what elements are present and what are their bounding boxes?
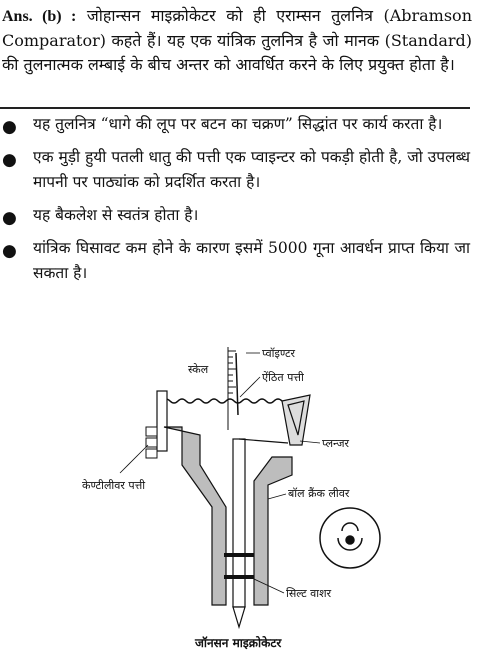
- scale-graphic: [228, 347, 236, 430]
- right-bracket: [282, 395, 310, 445]
- bullet-dot-icon: ●: [2, 150, 17, 170]
- cantilever-clamp: [146, 427, 157, 458]
- slit-washer-detail: [320, 508, 380, 568]
- label-pointer: प्वॉइण्टर: [262, 347, 296, 360]
- bullet-text: यह बैकलेश से स्वतंत्र होता है।: [33, 206, 199, 224]
- bullet-text: यह तुलनित्र “धागे की लूप पर बटन का चक्रण” सिद्धांत पर कार्य करता है।: [33, 115, 443, 133]
- label-twisted-strip: ऐंठित पत्ती: [262, 371, 304, 384]
- answer-paragraph: [2, 4, 472, 77]
- label-bell-crank-lever: बॉल क्रैंक लीवर: [288, 487, 350, 500]
- slit-washer-bottom: [224, 575, 254, 579]
- instrument-body: [164, 427, 226, 605]
- bullet-dot-icon: ●: [2, 208, 17, 228]
- label-plunger: प्लन्जर: [322, 437, 349, 450]
- answer-tag: Ans. (b) :: [2, 8, 77, 25]
- plunger-tip: [233, 607, 245, 627]
- bullet-dot-icon: ●: [2, 117, 17, 137]
- bullet-dot-icon: ●: [2, 241, 17, 261]
- bullet-item: [0, 203, 470, 228]
- plunger: [233, 439, 245, 607]
- answer-text: जोहान्सन माइक्रोकेटर को ही एराम्सन तुलनित्र (Abramson Comparator) कहते हैं। यह एक यांत्रिक तुलनित्र है जो मानक (Standard) की तुलनात्मक लम्बाई के बीच अन्तर को आवर्धित करने के लिए प्रयुक्त होता है।: [2, 6, 472, 74]
- bullet-list: [0, 112, 470, 294]
- diagram-caption: जॉनसन माइक्रोकेटर: [195, 636, 282, 650]
- bullet-item: [0, 236, 470, 286]
- bullet-text: यांत्रिक घिसावट कम होने के कारण इसमें 5000 गूना आवर्धन प्राप्त किया जा सकता है।: [33, 239, 470, 282]
- twisted-strip: [162, 399, 282, 403]
- bullet-text: एक मुड़ी हुयी पतली धातु की पत्ती एक प्वाइन्टर को पकड़ी होती है, जो उपलब्ध मापनी पर पाठ्यांक को प्रदर्शित करता है।: [33, 148, 470, 191]
- frame-post: [157, 391, 167, 451]
- label-cantilever-strip: केण्टीलीवर पत्ती: [82, 479, 146, 492]
- label-slit-washer: सिल्ट वाशर: [286, 587, 332, 600]
- divider: [0, 107, 470, 109]
- johansson-mikrokator-diagram: [60, 335, 460, 653]
- slit-washer-top: [224, 553, 254, 557]
- bullet-item: [0, 145, 470, 195]
- bullet-item: [0, 112, 470, 137]
- label-scale: स्केल: [188, 363, 209, 376]
- instrument-body-right: [254, 457, 292, 605]
- pointer-needle: [236, 353, 238, 415]
